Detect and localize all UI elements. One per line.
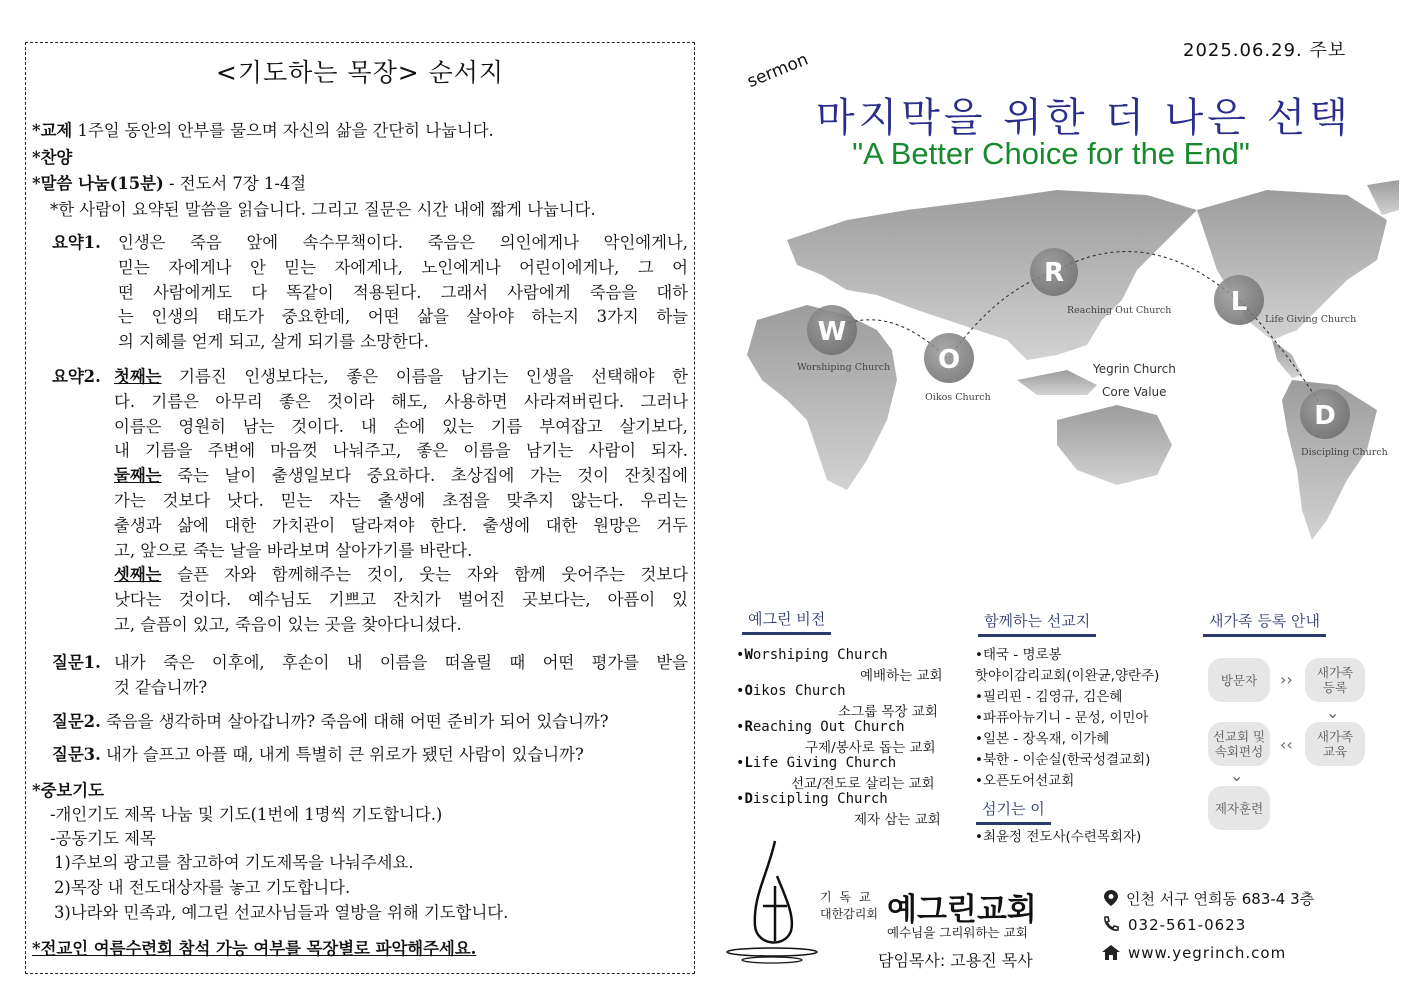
svg-text:Yegrin Church: Yegrin Church (1093, 362, 1176, 376)
core-value-label (1092, 362, 1176, 399)
summary-1-text: 인생은 죽음 앞에 속수무책이다. 죽음은 의인에게나 악인에게나, 믿는 자에게나 안 믿는 자에게나, 노인에게나 어린이에게나, 그 어 떤 사람에게도 다 똑같이 적용된다. 그래서 사람에게 죽음을 대하 는 인생의 태도가 중요한데, 어떤 삶을 살아야 하는지 3가지 하늘 의 지혜를 얻게 되고, 살게 되기를 소망한다. (118, 233, 688, 352)
step-assign: 선교회 및 속회편성 (1208, 722, 1270, 766)
arrow-down-icon: ⌄ (1230, 766, 1244, 785)
vision-heading: 예그린 비전 (742, 608, 831, 635)
pastor: 담임목사: 고용진 목사 (878, 951, 1033, 970)
vision-item: •Worshiping Church (736, 647, 888, 663)
home-icon (1102, 945, 1120, 960)
sermon-title-ko: 마지막을 위한 더 나은 선택 (816, 95, 1352, 141)
panel-title: <기도하는 목장> 순서지 (215, 58, 505, 87)
vision-item-ko: 구제/봉사로 돕는 교회 (805, 740, 936, 756)
mission-item: •필리핀 - 김영규, 김은혜 (975, 689, 1123, 705)
prayer-item: -개인기도 제목 나눔 및 기도(1번에 1명씩 기도합니다.) (50, 805, 443, 824)
sermon-title-en: "A Better Choice for the End" (852, 136, 1250, 171)
continents (747, 180, 1399, 540)
label-worshiping: Worshiping Church (797, 362, 891, 373)
missions-heading: 함께하는 선교지 (978, 610, 1096, 637)
mission-item: 핫야이감리교회(이완균,양란주) (975, 668, 1160, 684)
letter-o: O (937, 345, 961, 375)
mission-item: •파퓨아뉴기니 - 문성, 이민아 (975, 710, 1149, 726)
arrow-left-icon: ‹‹ (1280, 735, 1293, 754)
question-2: 질문2. 죽음을 생각하며 살아갑니까? 죽음에 대해 어떤 준비가 되어 있습니까? (52, 712, 609, 731)
vision-item: •Life Giving Church (736, 755, 897, 771)
notice: *전교인 여름수련회 참석 가능 여부를 목장별로 파악해주세요. (32, 939, 477, 958)
svg-text:Core Value: Core Value (1102, 385, 1167, 399)
question-3: 질문3. 내가 슬프고 아플 때, 내게 특별히 큰 위로가 됐던 사람이 있습니까? (52, 745, 584, 764)
prayer-item: -공동기도 제목 (50, 829, 156, 848)
bulletin-date: 2025.06.29. 주보 (1183, 40, 1347, 61)
step-visitor: 방문자 (1208, 658, 1270, 702)
vision-item-ko: 선교/전도로 살리는 교회 (791, 776, 935, 792)
letter-w: W (817, 317, 847, 347)
vision-item: •Oikos Church (736, 683, 846, 699)
mission-item: •일본 - 장옥재, 이가혜 (975, 731, 1110, 747)
fellowship-line: *교제 1주일 동안의 안부를 물으며 자신의 삶을 간단히 나눕니다. (32, 121, 494, 140)
word-note: *한 사람이 요약된 말씀을 읽습니다. 그리고 질문은 시간 내에 짧게 나눕니다. (50, 200, 596, 219)
prayer-heading: *중보기도 (32, 781, 104, 800)
mission-item: •태국 - 명로봉 (975, 647, 1062, 663)
denomination-2: 대한감리회 (820, 907, 878, 921)
letter-l: L (1230, 287, 1248, 317)
phone-icon (1102, 916, 1120, 932)
word-line: *말씀 나눔(15분) - 전도서 7장 1-4절 (32, 174, 307, 193)
website-line[interactable]: www.yegrinch.com (1102, 944, 1286, 962)
summary-2-text: 첫째는 기름진 인생보다는, 좋은 이름을 남기는 인생을 선택해야 한 다. 기름은 아무리 좋은 것이라 해도, 사용하면 사라져버린다. 그러나 이름은 영원히 남는 것이다. 내 손에 있는 기름 부여잡고 살기보다, 내 기름을 주변에 마음껏 나눠주고, 좋은 이름을 남기는 사람이 되자. 둘째는 죽는 날이 출생일보다 중요하다. 초상집에 가는 것이 잔칫집에 가는 것보다 낫다. 믿는 자는 출생에 초점을 맞추지 않는다. 우리는 출생과 삶에 대한 가치관이 달라져야 한다. 출생에 대한 원망은 거두 고, 앞으로 죽는 날을 바라보며 살아가기를 바란다. 셋째는 슬픈 자와 함께해주는 것이, 웃는 자와 함께 웃어주는 것보다 낫다는 것이다. 예수님도 기쁘고 잔치가 벌어진 곳보다는, 아픔이 있 고, 슬픔이 있고, 죽음이 있는 곳을 찾아다니셨다. (114, 367, 688, 634)
mission-item: •북한 - 이순실(한국성결교회) (975, 752, 1151, 768)
vision-item-ko: 예배하는 교회 (860, 668, 943, 684)
church-name: 예그린교회 (887, 892, 1037, 928)
vision-item-ko: 소그룹 목장 교회 (838, 704, 938, 720)
step-education: 새가족 교육 (1305, 722, 1365, 766)
praise-line: *찬양 (32, 148, 73, 167)
vision-item: •Discipling Church (736, 791, 888, 807)
denomination-1: 기 독 교 (820, 890, 873, 904)
label-lifegiving: Life Giving Church (1265, 314, 1357, 325)
label-oikos: Oikos Church (925, 392, 991, 403)
arrow-down-icon: ⌄ (1326, 703, 1340, 722)
servants-heading: 섬기는 이 (976, 798, 1051, 825)
address-line: 인천 서구 연희동 683-4 3층 (1104, 888, 1314, 909)
newfamily-heading: 새가족 등록 안내 (1203, 610, 1326, 637)
church-slogan: 예수님을 그리워하는 교회 (887, 925, 1028, 940)
world-map (727, 180, 1399, 552)
location-pin-icon (1104, 890, 1118, 906)
prayer-item: 1)주보의 광고를 참고하여 기도제목을 나눠주세요. (54, 853, 414, 872)
letter-d: D (1314, 401, 1336, 431)
servant-item: •최윤정 전도사(수련목회자) (975, 829, 1142, 845)
prayer-item: 3)나라와 민족과, 예그린 선교사님들과 열방을 위해 기도합니다. (54, 903, 509, 922)
worship-order-panel: <기도하는 목장> 순서지 *교제 1주일 동안의 안부를 물으며 자신의 삶을 간단히 나눕니다. *찬양 *말씀 나눔(15분) - 전도서 7장 1-4절 *한 사람이 요약된 말씀을 읽습니다. 그리고 질문은 시간 내에 짧게 나눕니다. 요약1. 인생은 죽음 앞에 속수무책이다. 죽음은 의인에게나 악인에게나, 믿는 자에게나 안 믿는 자에게나, 노인에게나 어린이에게나, 그 어 떤 사람에게도 다 똑같이 적용된다. 그래서 사람에게 죽음을 대하 는 인생의 태도가 중요한데, 어떤 삶을 살아야 하는지 3가지 하늘 의 지혜를 얻게 되고, 살게 되기를 소망한다. 요약2. 첫째는 기름진 인생보다는, 좋은 이름을 남기는 인생을 선택해야 한 다. 기름은 아무리 좋은 것이라 해도, 사용하면 사라져버린다. 그러나 이름은 영원히 남는 것이다. 내 손에 있는 기름 부여잡고 살기보다, 내 기름을 주변에 마음껏 나눠주고, 좋은 이름을 남기는 사람이 되자. 둘째는 죽는 날이 출생일보다 중요하다. 초상집에 가는 것이 잔칫집에 가는 것보다 낫다. 믿는 자는 출생에 초점을 맞추지 않는다. 우리는 출생과 삶에 대한 가치관이 달라져야 한다. 출생에 대한 원망은 거두 고, 앞으로 죽는 날을 바라보며 살아가기를 바란다. 셋째는 슬픈 자와 함께해주는 것이, 웃는 자와 함께 웃어주는 것보다 낫다는 것이다. 예수님도 기쁘고 잔치가 벌어진 곳보다는, 아픔이 있 고, 슬픔이 있고, 죽음이 있는 곳을 찾아다니셨다. 질문1. 내가 죽은 이후에, 후손이 내 이름을 떠올릴 때 어떤 평가를 받을 것 같습니까? 질문2. 죽음을 생각하며 살아갑니까? 죽음에 대해 어떤 준비가 되어 있습니까? 질문3. 내가 슬프고 아플 때, 내게 특별히 큰 위로가 됐던 사람이 있습니까? *중보기도 -개인기도 제목 나눔 및 기도(1번에 1명씩 기도합니다.) -공동기도 제목 1)주보의 광고를 참고하여 기도제목을 나눠주세요. 2)목장 내 전도대상자를 놓고 기도합니다. 3)나라와 민족과, 예그린 선교사님들과 열방을 위해 기도합니다. *전교인 여름수련회 참석 가능 여부를 목장별로 파악해주세요. (25, 42, 695, 974)
step-disciple: 제자훈련 (1208, 786, 1270, 830)
mission-item: •오픈도어선교회 (975, 773, 1075, 789)
prayer-item: 2)목장 내 전도대상자를 놓고 기도합니다. (54, 878, 351, 897)
label-discipling: Discipling Church (1301, 447, 1388, 458)
phone-line: 032-561-0623 (1102, 916, 1246, 934)
letter-r: R (1043, 258, 1065, 288)
vision-item: •Reaching Out Church (736, 719, 905, 735)
sermon-tag: sermon (744, 49, 812, 92)
arrow-right-icon: ›› (1280, 670, 1293, 689)
church-logo-icon (725, 836, 820, 966)
step-register: 새가족 등록 (1305, 658, 1365, 702)
label-reaching: Reaching Out Church (1067, 305, 1172, 316)
vision-item-ko: 제자 삼는 교회 (854, 812, 941, 828)
